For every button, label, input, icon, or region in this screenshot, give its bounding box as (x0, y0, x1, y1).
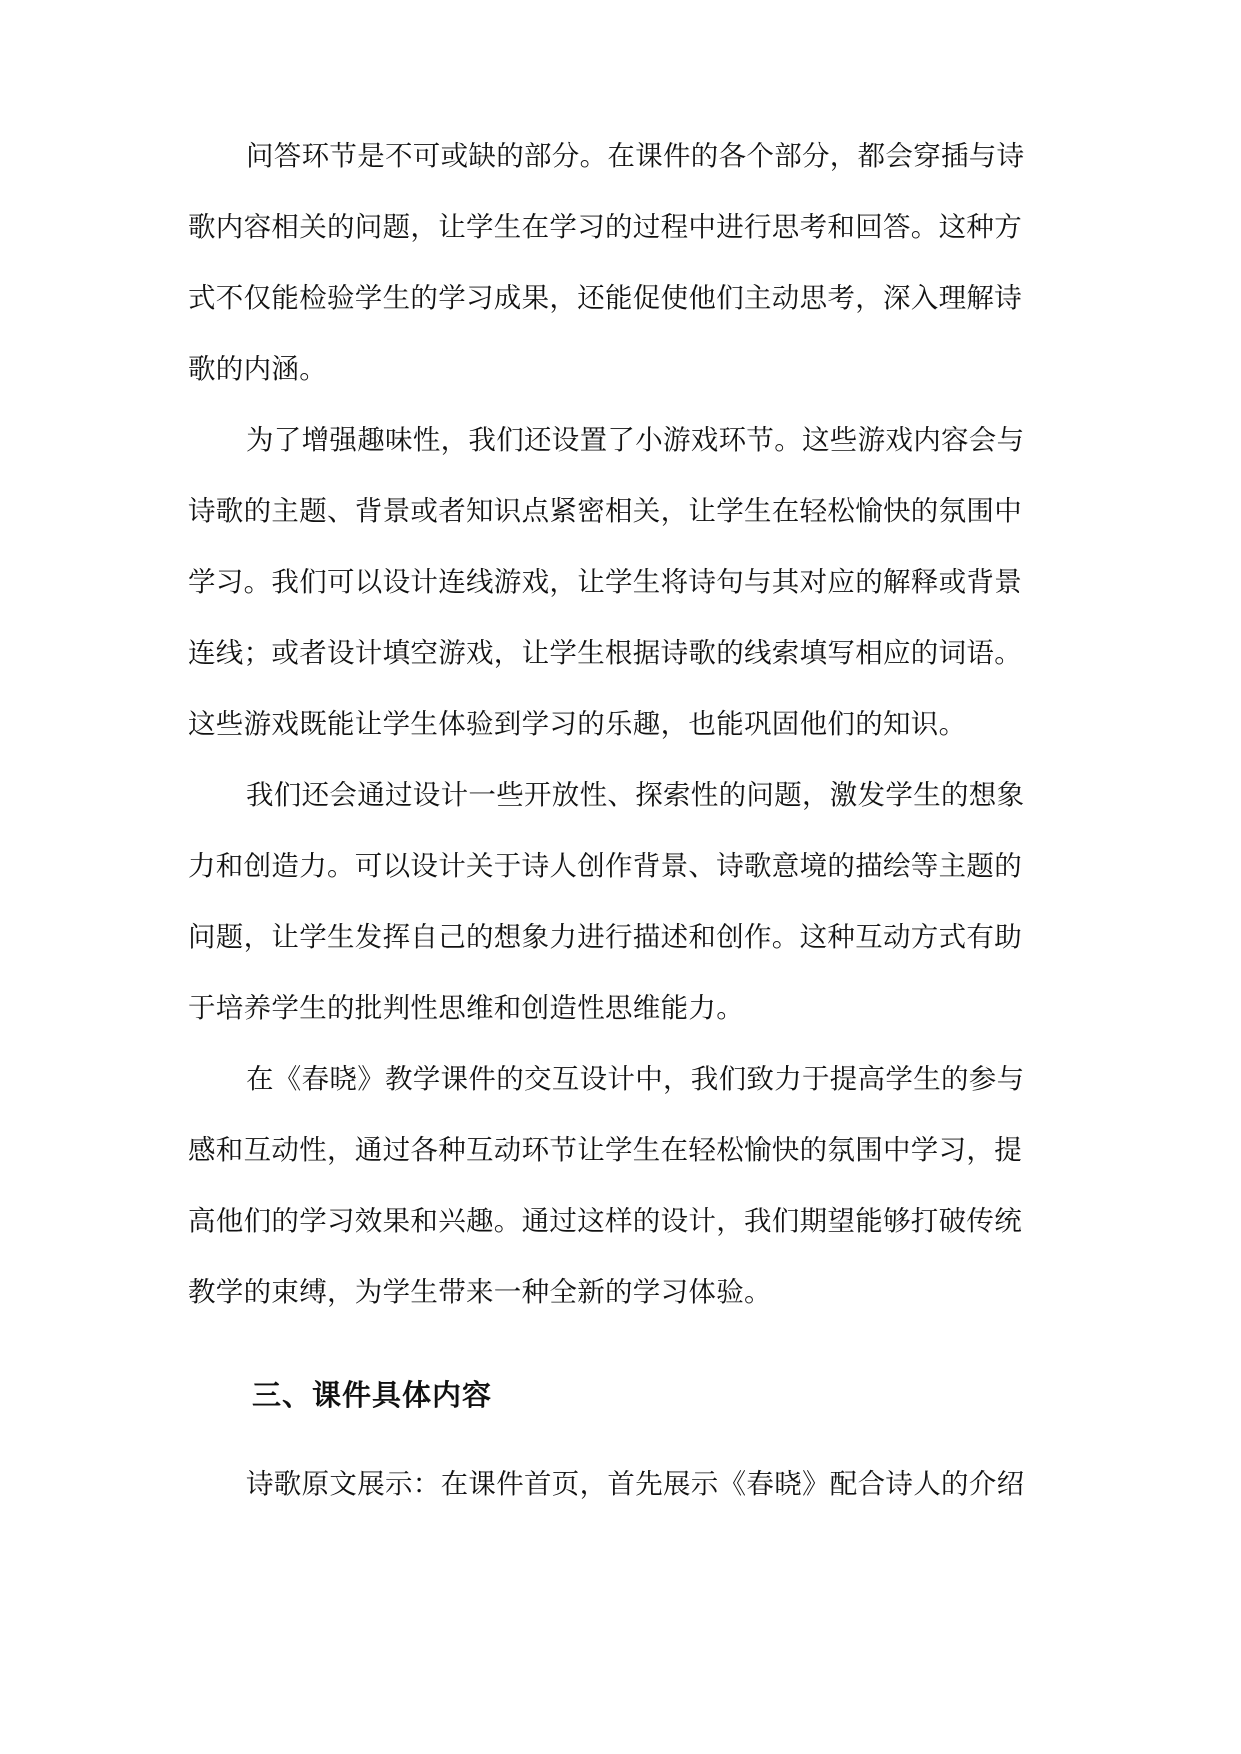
paragraph-3-line-1: 我们还会通过设计一些开放性、探索性的问题，激发学生的想象 (246, 779, 1025, 811)
section-heading: 三、课件具体内容 (252, 1378, 493, 1412)
paragraph-2-line-4: 连线；或者设计填空游戏，让学生根据诗歌的线索填写相应的词语。 (188, 637, 1022, 669)
paragraph-2-line-3: 学习。我们可以设计连线游戏，让学生将诗句与其对应的解释或背景 (188, 566, 1022, 598)
paragraph-3-line-2: 力和创造力。可以设计关于诗人创作背景、诗歌意境的描绘等主题的 (188, 850, 1022, 882)
paragraph-1-line-3: 式不仅能检验学生的学习成果，还能促使他们主动思考，深入理解诗 (188, 282, 1022, 314)
paragraph-2-line-5: 这些游戏既能让学生体验到学习的乐趣，也能巩固他们的知识。 (188, 708, 967, 740)
paragraph-1-line-1: 问答环节是不可或缺的部分。在课件的各个部分，都会穿插与诗 (246, 140, 1025, 172)
paragraph-1-line-2: 歌内容相关的问题，让学生在学习的过程中进行思考和回答。这种方 (188, 211, 1022, 243)
paragraph-4-line-4: 教学的束缚，为学生带来一种全新的学习体验。 (188, 1276, 772, 1308)
paragraph-3-line-4: 于培养学生的批判性思维和创造性思维能力。 (188, 992, 744, 1024)
paragraph-2-line-1: 为了增强趣味性，我们还设置了小游戏环节。这些游戏内容会与 (246, 424, 1025, 456)
paragraph-3-line-3: 问题，让学生发挥自己的想象力进行描述和创作。这种互动方式有助 (188, 921, 1022, 953)
paragraph-4-line-2: 感和互动性，通过各种互动环节让学生在轻松愉快的氛围中学习，提 (188, 1134, 1022, 1166)
closing-paragraph-line-1: 诗歌原文展示：在课件首页，首先展示《春晓》配合诗人的介绍 (246, 1468, 1025, 1500)
paragraph-1-line-4: 歌的内涵。 (188, 353, 327, 385)
paragraph-4-line-1: 在《春晓》教学课件的交互设计中，我们致力于提高学生的参与 (246, 1063, 1025, 1095)
paragraph-2-line-2: 诗歌的主题、背景或者知识点紧密相关，让学生在轻松愉快的氛围中 (188, 495, 1022, 527)
paragraph-4-line-3: 高他们的学习效果和兴趣。通过这样的设计，我们期望能够打破传统 (188, 1205, 1022, 1237)
